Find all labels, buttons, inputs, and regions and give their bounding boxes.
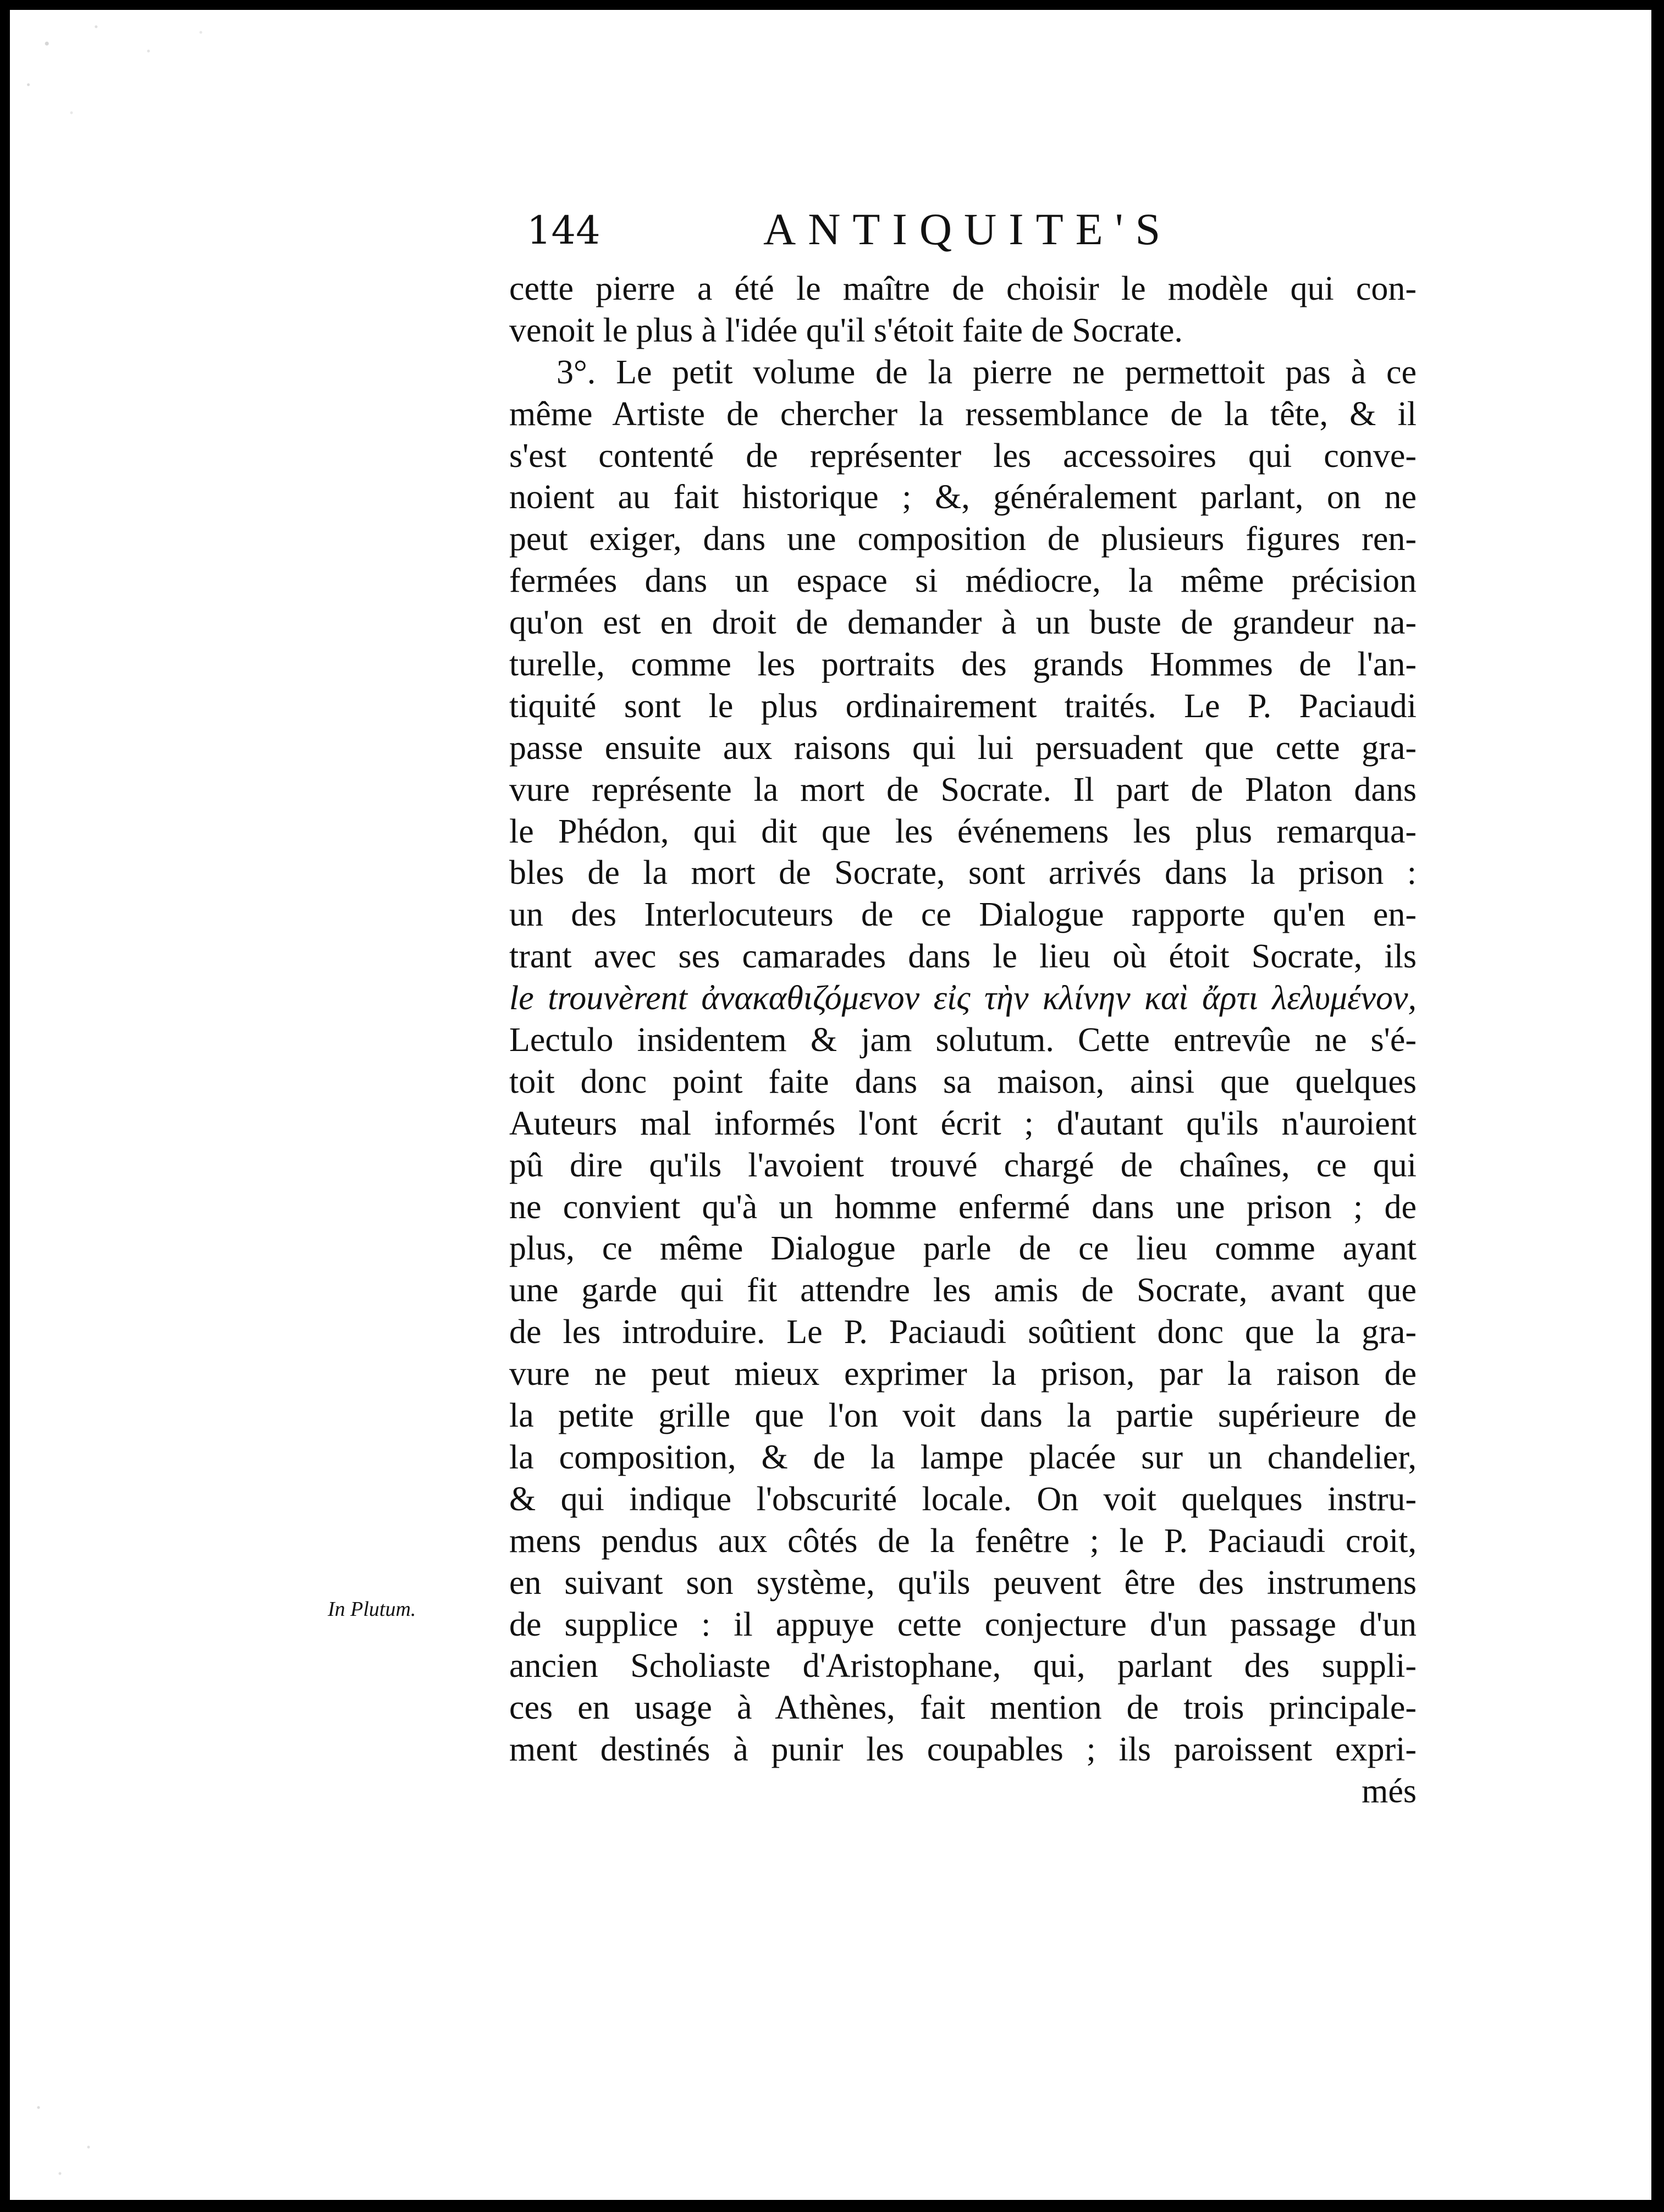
text-line: de supplice : il appuye cette conjecture d'un passage d'un: [509, 1605, 1417, 1643]
text-line: tiquité sont le plus ordinairement traités. Le P. Paciaudi: [509, 687, 1417, 725]
text-line: toit donc point faite dans sa maison, ainsi que quelques: [509, 1063, 1417, 1101]
text-line: ces en usage à Athènes, fait mention de trois principale-: [509, 1689, 1417, 1727]
paper-speckle-top: [10, 10, 318, 197]
text-line: le Phédon, qui dit que les événemens les plus remarqua-: [509, 812, 1417, 850]
text-line-latin: Lectulo insidentem & jam solutum. Cette entrevûe ne s'é-: [509, 1021, 1417, 1059]
paper-speckle-bottom: [10, 2068, 153, 2200]
text-line: qu'on est en droit de demander à un buste de grandeur na-: [509, 604, 1417, 642]
text-line: peut exiger, dans une composition de plusieurs figures ren-: [509, 520, 1417, 558]
running-title: ANTIQUITE'S: [763, 204, 1173, 254]
text-line: Auteurs mal informés l'ont écrit ; d'autant qu'ils n'auroient: [509, 1104, 1417, 1142]
text-line: bles de la mort de Socrate, sont arrivés dans la prison :: [509, 854, 1417, 892]
text-line: la petite grille que l'on voit dans la partie supérieure de: [509, 1397, 1417, 1435]
text-line: pû dire qu'ils l'avoient trouvé chargé de chaînes, ce qui: [509, 1146, 1417, 1184]
text-line: ment destinés à punir les coupables ; ils paroissent expri-: [509, 1731, 1417, 1769]
text-line-greek: le trouvèrent ἀνακαθιζόμενον εἰς τὴν κλίνην καὶ ἄρτι λελυμένον,: [509, 980, 1417, 1017]
text-line: 3°. Le petit volume de la pierre ne permettoit pas à ce: [556, 353, 1417, 391]
text-line: de les introduire. Le P. Paciaudi soûtient donc que la gra-: [509, 1313, 1417, 1351]
text-line: ne convient qu'à un homme enfermé dans une prison ; de: [509, 1188, 1417, 1226]
text-line: noient au fait historique ; &, généralement parlant, on ne: [509, 478, 1417, 516]
text-line: vure représente la mort de Socrate. Il part de Platon dans: [509, 771, 1417, 808]
margin-note: In Plutum.: [328, 1598, 416, 1621]
page-number: 144: [527, 208, 600, 253]
text-line: & qui indique l'obscurité locale. On voit quelques instru-: [509, 1480, 1417, 1518]
text-line: la composition, & de la lampe placée sur un chandelier,: [509, 1438, 1417, 1476]
text-line: mens pendus aux côtés de la fenêtre ; le P. Paciaudi croit,: [509, 1522, 1417, 1560]
body-text: [509, 268, 1417, 1813]
text-line: même Artiste de chercher la ressemblance de la tête, & il: [509, 395, 1417, 433]
text-line: un des Interlocuteurs de ce Dialogue rapporte qu'en en-: [509, 896, 1417, 934]
text-line: en suivant son système, qu'ils peuvent être des instrumens: [509, 1564, 1417, 1602]
text-line: turelle, comme les portraits des grands Hommes de l'an-: [509, 646, 1417, 684]
book-page: [10, 10, 1651, 2200]
running-head: [527, 203, 1440, 264]
text-line: venoit le plus à l'idée qu'il s'étoit faite de Socrate.: [509, 311, 1183, 349]
text-line: vure ne peut mieux exprimer la prison, par la raison de: [509, 1355, 1417, 1393]
text-line: fermées dans un espace si médiocre, la même précision: [509, 562, 1417, 600]
text-line: passe ensuite aux raisons qui lui persuadent que cette gra-: [509, 729, 1417, 767]
text-line: s'est contenté de représenter les accessoires qui conve-: [509, 437, 1417, 475]
text-line: une garde qui fit attendre les amis de Socrate, avant que: [509, 1272, 1417, 1309]
text-line: cette pierre a été le maître de choisir le modèle qui con-: [509, 270, 1417, 307]
text-line: plus, ce même Dialogue parle de ce lieu comme ayant: [509, 1230, 1417, 1268]
text-line: trant avec ses camarades dans le lieu où étoit Socrate, ils: [509, 938, 1417, 976]
catchword: més: [1362, 1773, 1417, 1811]
text-line: ancien Scholiaste d'Aristophane, qui, parlant des suppli-: [509, 1647, 1417, 1685]
